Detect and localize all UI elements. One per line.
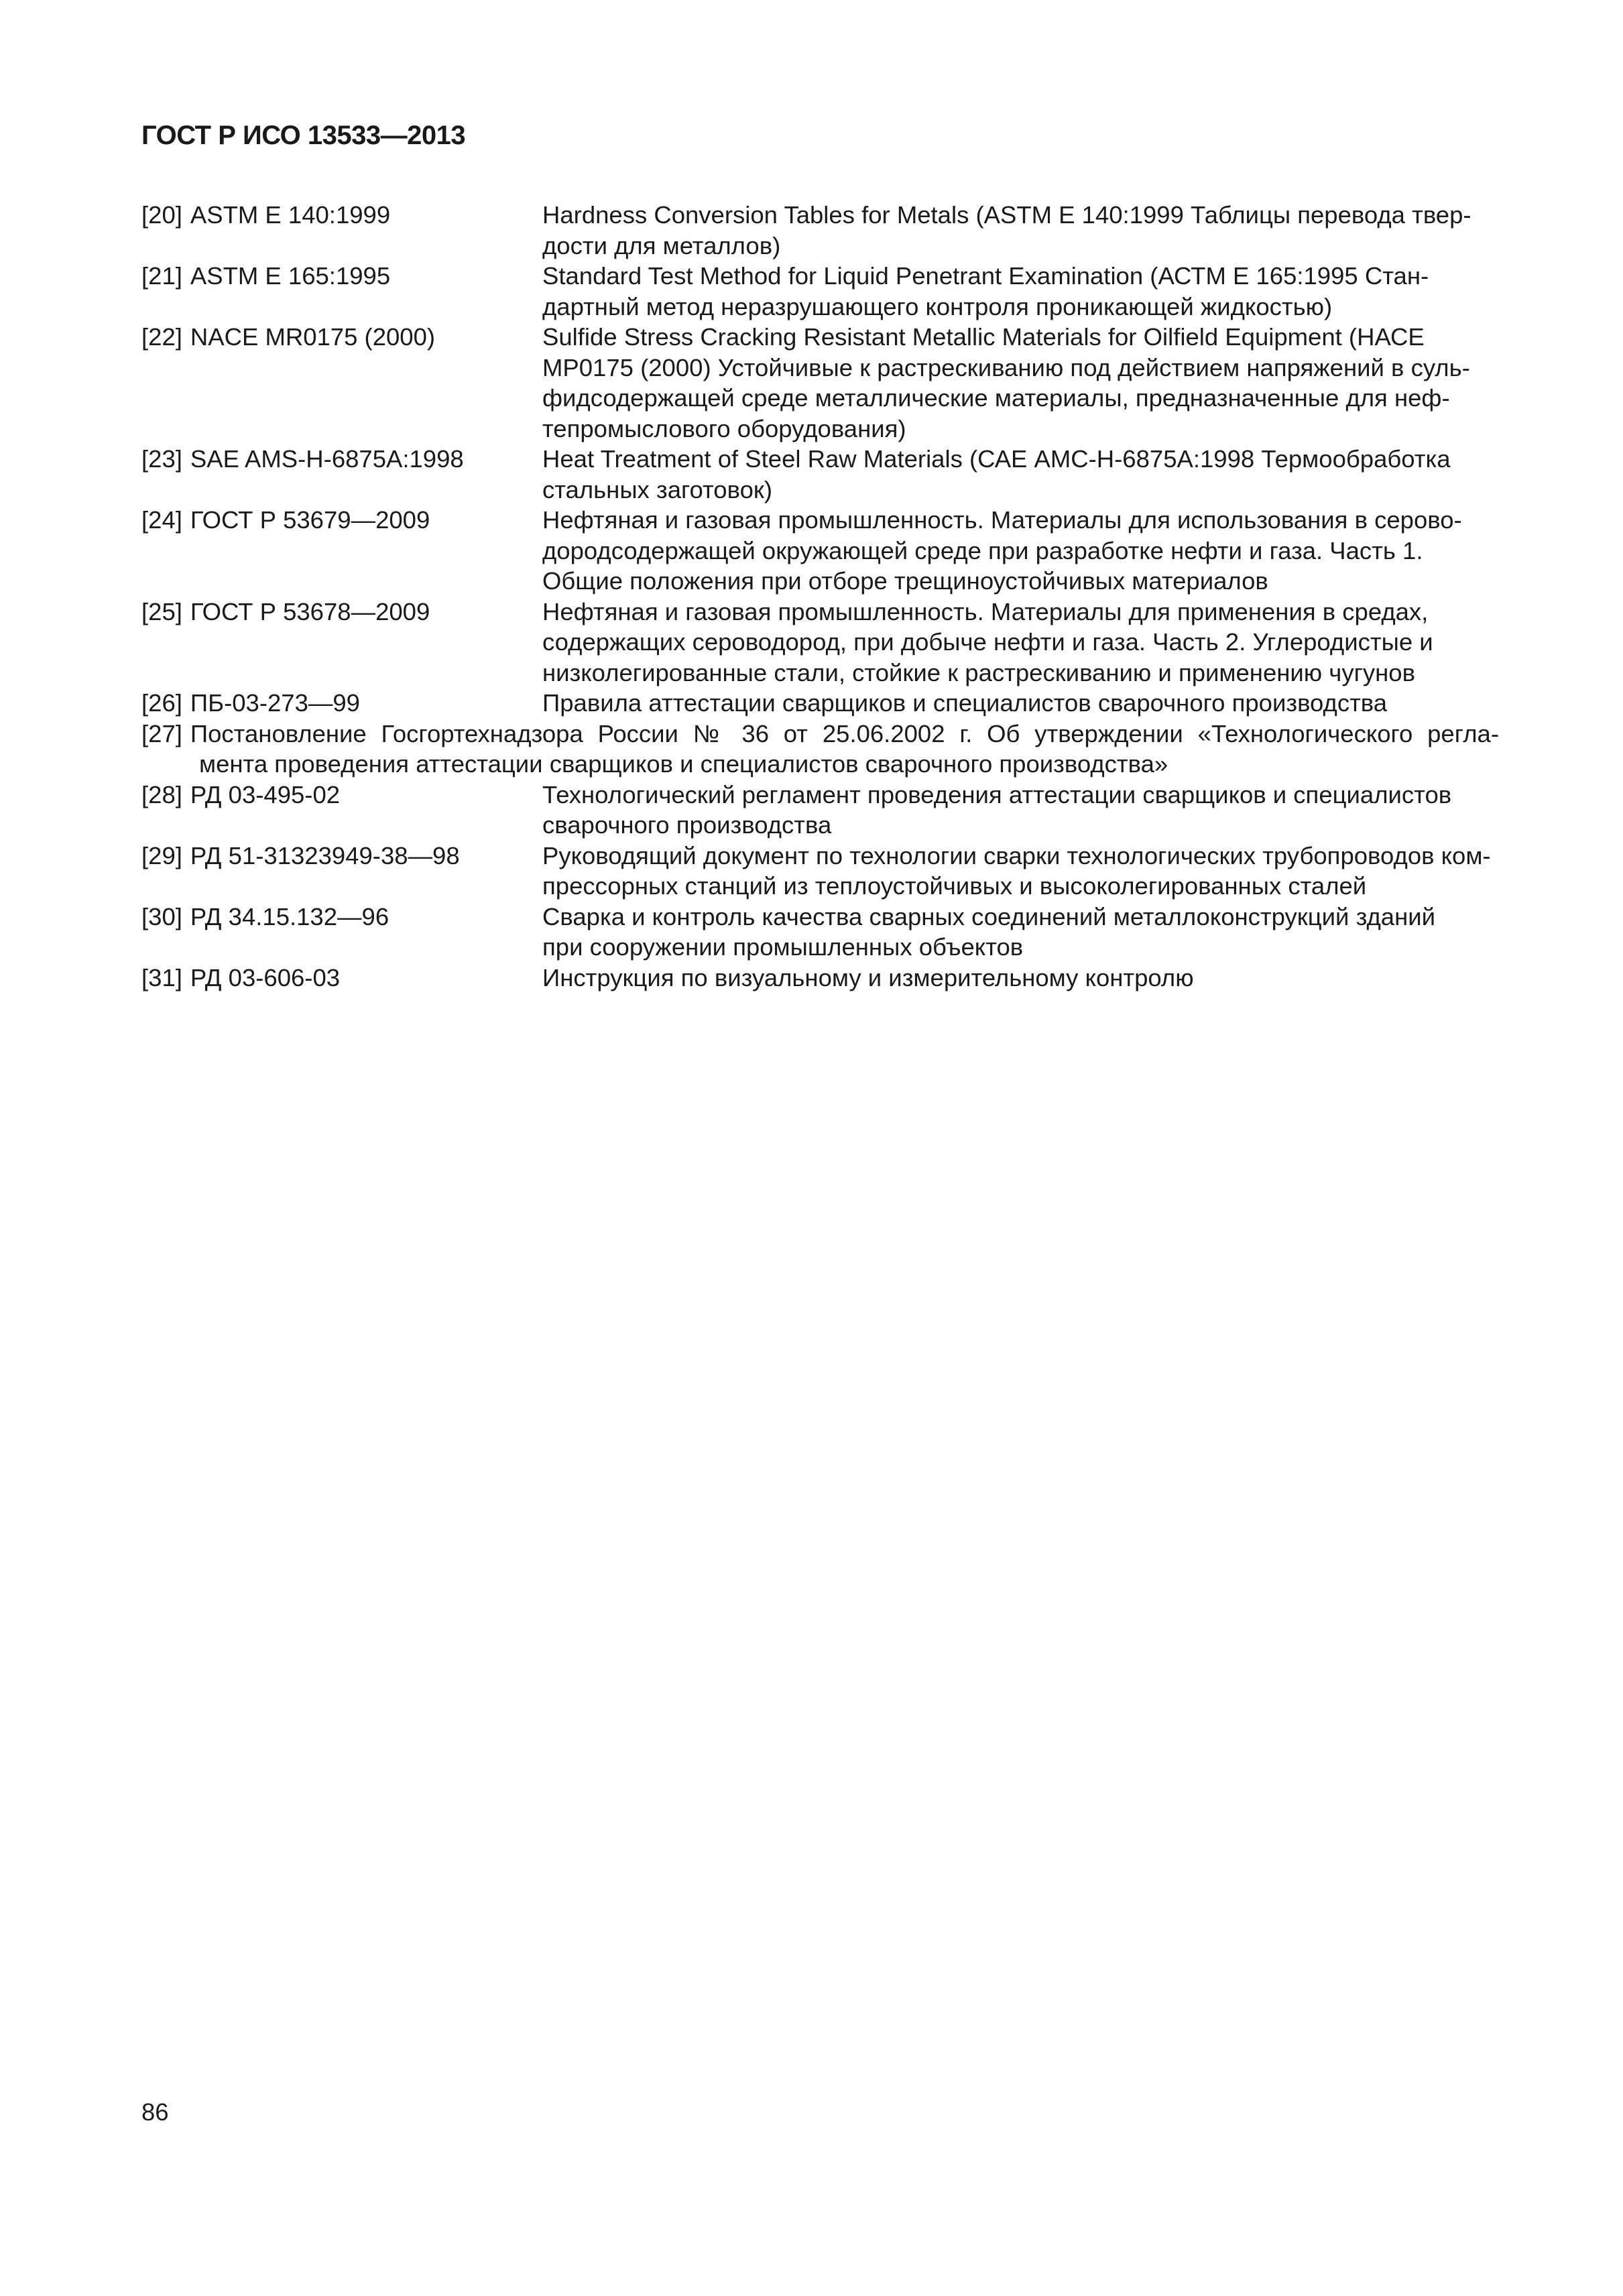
entry-title bbox=[542, 963, 1499, 993]
entry-code: NACE MR0175 (2000) bbox=[190, 323, 436, 351]
entry-designation bbox=[141, 597, 542, 627]
entry-title-line: Нефтяная и газовая промышленность. Материалы для использования в серово- bbox=[542, 506, 1462, 534]
entry-title-line: Руководящий документ по технологии сварки технологических трубопроводов ком- bbox=[542, 841, 1491, 869]
entry-code: ГОСТ Р 53679—2009 bbox=[190, 506, 430, 534]
entry-designation bbox=[141, 261, 542, 292]
entry-title bbox=[542, 902, 1499, 963]
bibliography-entry bbox=[141, 780, 1499, 841]
bibliography-entry bbox=[141, 902, 1499, 963]
entry-title-line: Инструкция по визуальному и измерительному контролю bbox=[542, 963, 1194, 991]
entry-number: [24] bbox=[141, 506, 182, 534]
entry-title-line: Сварка и контроль качества сварных соединений металлоконструкций зданий bbox=[542, 902, 1436, 930]
entry-title-line: Технологический регламент проведения аттестации сварщиков и специалистов bbox=[542, 780, 1452, 808]
entry-title bbox=[542, 688, 1499, 719]
entry-first-line bbox=[141, 719, 1499, 749]
entry-title-line: Standard Test Method for Liquid Penetrant Examination (АСТМ Е 165:1995 Стан- bbox=[542, 262, 1429, 290]
bibliography-entry bbox=[141, 200, 1499, 261]
entry-designation bbox=[141, 963, 542, 993]
entry-designation bbox=[141, 688, 542, 719]
entry-title bbox=[542, 200, 1499, 261]
entry-code: РД 34.15.132—96 bbox=[190, 902, 389, 930]
entry-number: [21] bbox=[141, 262, 182, 290]
bibliography-entry bbox=[141, 261, 1499, 322]
entry-code: ГОСТ Р 53678—2009 bbox=[190, 597, 430, 625]
entry-designation bbox=[141, 322, 542, 353]
entry-title-line: Sulfide Stress Cracking Resistant Metallic Materials for Oilfield Equipment (НАСЕ bbox=[542, 323, 1425, 351]
bibliography-entry bbox=[141, 505, 1499, 597]
entry-title-line: фидсодержащей среде металлические материалы, предназначенные для неф- bbox=[542, 384, 1450, 412]
bibliography-entry-full-width bbox=[141, 719, 1499, 780]
entry-designation bbox=[141, 444, 542, 475]
bibliography-entry bbox=[141, 688, 1499, 719]
bibliography-list bbox=[141, 200, 1499, 993]
entry-title-line: стальных заготовок) bbox=[542, 475, 773, 503]
entry-code: РД 03-606-03 bbox=[190, 963, 341, 991]
entry-title-line: сварочного производства bbox=[542, 811, 832, 839]
entry-designation bbox=[141, 200, 542, 231]
entry-code: РД 51-31323949-38—98 bbox=[190, 841, 460, 869]
entry-number: [31] bbox=[141, 963, 182, 991]
entry-title-line: низколегированные стали, стойкие к растрескиванию и применению чугунов bbox=[542, 658, 1415, 686]
entry-title-line: тепромыслового оборудования) bbox=[542, 414, 906, 442]
entry-text: Постановление Госгортехнадзора России № 36 от 25.06.2002 г. Об утверждении «Технологического регла- bbox=[190, 719, 1499, 747]
entry-title bbox=[542, 841, 1499, 902]
bibliography-entry bbox=[141, 444, 1499, 505]
entry-number: [23] bbox=[141, 445, 182, 473]
bibliography-entry bbox=[141, 841, 1499, 902]
entry-number: [27] bbox=[141, 719, 182, 747]
document-title: ГОСТ Р ИСО 13533—2013 bbox=[141, 121, 466, 150]
entry-title-line: Hardness Conversion Tables for Metals (ASTM E 140:1999 Таблицы перевода твер- bbox=[542, 201, 1471, 229]
bibliography-entry bbox=[141, 322, 1499, 444]
entry-title-line: Общие положения при отборе трещиноустойчивых материалов bbox=[542, 567, 1268, 595]
bibliography-entry bbox=[141, 963, 1499, 993]
entry-title bbox=[542, 322, 1499, 444]
entry-designation bbox=[141, 505, 542, 536]
entry-code: ASTM E 165:1995 bbox=[190, 262, 391, 290]
entry-designation bbox=[141, 841, 542, 871]
entry-designation bbox=[141, 902, 542, 932]
entry-title bbox=[542, 444, 1499, 505]
entry-title-line: дартный метод неразрушающего контроля проникающей жидкостью) bbox=[542, 292, 1333, 320]
entry-code: SAE AMS-H-6875A:1998 bbox=[190, 445, 464, 473]
entry-title-line: Нефтяная и газовая промышленность. Материалы для применения в средах, bbox=[542, 597, 1429, 625]
entry-continuation-line: мента проведения аттестации сварщиков и специалистов сварочного производства» bbox=[199, 750, 1168, 778]
page-number: 86 bbox=[141, 2098, 169, 2126]
entry-number: [22] bbox=[141, 323, 182, 351]
entry-title-line: дости для металлов) bbox=[542, 231, 781, 259]
entry-code: РД 03-495-02 bbox=[190, 780, 341, 808]
entry-title bbox=[542, 261, 1499, 322]
entry-number: [30] bbox=[141, 902, 182, 930]
entry-title-line: содержащих сероводород, при добыче нефти и газа. Часть 2. Углеродистые и bbox=[542, 628, 1433, 656]
entry-code: ПБ-03-273—99 bbox=[190, 689, 360, 717]
entry-number: [25] bbox=[141, 597, 182, 625]
entry-title-line: МР0175 (2000) Устойчивые к растрескиванию под действием напряжений в суль- bbox=[542, 353, 1470, 381]
entry-title-line: дородсодержащей окружающей среде при разработке нефти и газа. Часть 1. bbox=[542, 536, 1423, 564]
entry-title-line: прессорных станций из теплоустойчивых и высоколегированных сталей bbox=[542, 872, 1367, 900]
entry-code: ASTM E 140:1999 bbox=[190, 201, 391, 229]
entry-number: [29] bbox=[141, 841, 182, 869]
entry-number: [28] bbox=[141, 780, 182, 808]
entry-title-line: Правила аттестации сварщиков и специалистов сварочного производства bbox=[542, 689, 1388, 717]
entry-designation bbox=[141, 780, 542, 810]
entry-number: [20] bbox=[141, 201, 182, 229]
bibliography-entry bbox=[141, 597, 1499, 688]
entry-title-line: Heat Treatment of Steel Raw Materials (САЕ АМС-Н-6875А:1998 Термообработка bbox=[542, 445, 1451, 473]
entry-title bbox=[542, 505, 1499, 597]
entry-number: [26] bbox=[141, 689, 182, 717]
entry-title-line: при сооружении промышленных объектов bbox=[542, 933, 1024, 961]
entry-title bbox=[542, 780, 1499, 841]
entry-title bbox=[542, 597, 1499, 688]
